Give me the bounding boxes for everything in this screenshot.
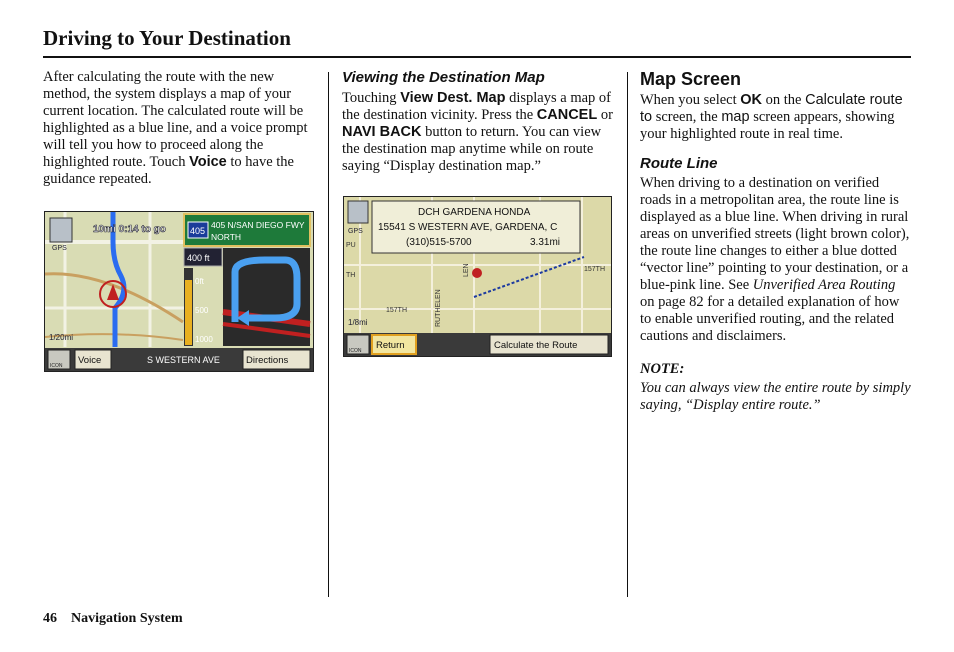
map-scale: 1/20mi [49, 333, 74, 342]
svg-text:ICON: ICON [50, 363, 63, 369]
column-divider-1 [328, 72, 329, 597]
destination-map-paragraph: Touching View Dest. Map displays a map of the destination vicinity. Press the CANCEL or NAVI BACK button to return. You can view the destination map anytime while on route saying “Display destination map.” [342, 90, 613, 174]
voice-button[interactable] [75, 350, 111, 369]
destination-phone: (310)515-5700 [406, 237, 472, 248]
footer [43, 611, 197, 627]
svg-text:Directions: Directions [246, 355, 289, 366]
freeway-line-2: NORTH [211, 232, 242, 242]
scale-0: 0ft [195, 277, 204, 286]
gps-label: GPS [52, 245, 67, 252]
freeway-shield: 405 [190, 226, 206, 236]
street-name: S WESTERN AVE [147, 355, 220, 365]
gps-label: GPS [348, 228, 363, 235]
page-title: Driving to Your Destination [43, 26, 291, 50]
svg-text:Calculate the Route: Calculate the Route [494, 340, 578, 351]
street-pu: PU [346, 242, 356, 249]
return-button[interactable] [372, 335, 416, 354]
scale-500: 500 [195, 306, 209, 315]
page-number: 46 [43, 611, 57, 626]
route-line-paragraph: When driving to a destination on verified roads in a metropolitan area, the route line is displayed as a blue line. When driving in rural areas on unverified streets (light brown color), the route line changes to either a blue dotted “vector line” pointing to your destination, or a blue-pink line. See Unverified Area Routing on page 82 for a detailed explanation of how to enable unverified routing, and the related cautions and disclaimers. [640, 175, 910, 344]
svg-text:ICON: ICON [349, 348, 362, 354]
svg-text:Voice: Voice [78, 355, 102, 366]
destination-map-heading: Viewing the Destination Map [342, 69, 545, 86]
map-scale: 1/8mi [348, 318, 368, 327]
calculate-route-button[interactable] [490, 335, 608, 354]
title-rule [43, 56, 911, 58]
column-2 [342, 69, 614, 175]
street-157th-right: 157TH [584, 266, 606, 273]
voice-term: Voice [189, 154, 227, 170]
destination-name: DCH GARDENA HONDA [418, 207, 531, 218]
icon-button[interactable] [347, 335, 369, 354]
destination-address: 15541 S WESTERN AVE, GARDENA, C [378, 222, 558, 233]
destination-map-screenshot [343, 196, 612, 357]
column-1 [43, 69, 321, 188]
directions-button[interactable] [243, 350, 310, 369]
icon-button[interactable] [48, 350, 70, 369]
column-3 [640, 69, 912, 414]
note-heading: NOTE: [640, 361, 685, 377]
street-ruthelen: RUTHELEN [435, 289, 442, 327]
eta-readout: 10mi 0:14 to go [93, 224, 166, 235]
note-body: You can always view the entire route by simply saying, “Display entire route.” [640, 380, 911, 413]
destination-distance: 3.31mi [530, 237, 561, 248]
svg-text:Return: Return [376, 340, 405, 351]
guidance-map-screenshot [44, 211, 314, 372]
street-th: TH [346, 272, 356, 279]
freeway-line-1: 405 N/SAN DIEGO FWY [211, 220, 305, 230]
scale-1000: 1000 [195, 335, 213, 344]
column-divider-2 [627, 72, 628, 597]
street-157th-left: 157TH [386, 307, 408, 314]
intro-paragraph: After calculating the route with the new method, the system displays a map of your current location. The calculated route will be highlighted as a blue line, and a voice prompt will tell you how to proceed along the highlighted route. Touch Voice to have the guidance repeated. [43, 69, 308, 187]
map-screen-heading: Map Screen [640, 69, 742, 89]
street-len: LEN [463, 263, 470, 277]
footer-label: Navigation System [71, 611, 183, 626]
distance-readout: 400 ft [187, 253, 210, 263]
route-line-heading: Route Line [640, 155, 718, 172]
map-screen-paragraph: When you select OK on the Calculate route to screen, the map screen appears, showing your highlighted route in real time. [640, 92, 903, 142]
